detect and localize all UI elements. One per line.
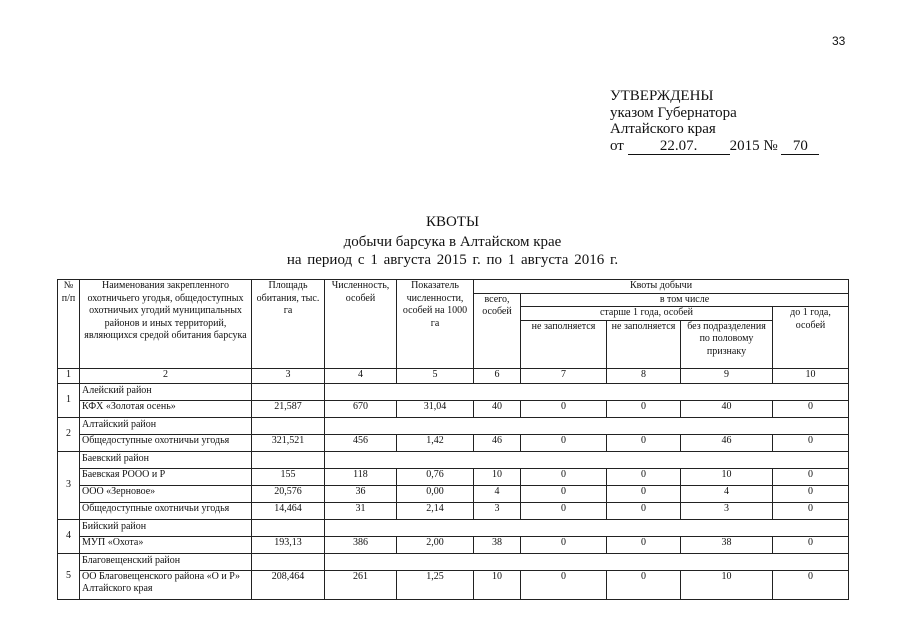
value-cell: 0 <box>773 434 849 451</box>
value-cell: 456 <box>325 434 397 451</box>
value-cell: 0 <box>521 536 607 553</box>
approval-number: 70 <box>781 139 819 155</box>
empty-cell <box>252 451 325 468</box>
hunting-ground-name: Общедоступные охотничьи угодья <box>80 434 252 451</box>
header-under-one: до 1 года, особей <box>773 307 849 369</box>
value-cell: 3 <box>474 502 521 519</box>
district-name: Бийский район <box>80 519 252 536</box>
empty-cell <box>252 519 325 536</box>
hunting-ground-name: ООО «Зерновое» <box>80 485 252 502</box>
value-cell: 0 <box>607 536 681 553</box>
hunting-ground-name: МУП «Охота» <box>80 536 252 553</box>
district-row <box>58 451 849 468</box>
district-row <box>58 417 849 434</box>
value-cell: 118 <box>325 468 397 485</box>
approval-year: 2015 № <box>729 137 778 154</box>
header-not-filled-2: не заполняется <box>607 320 681 368</box>
column-number-cell: 5 <box>397 368 474 383</box>
value-cell: 10 <box>681 570 773 599</box>
page-number: 33 <box>832 34 846 48</box>
value-cell: 0 <box>773 485 849 502</box>
value-cell: 0 <box>607 434 681 451</box>
column-number-cell: 7 <box>521 368 607 383</box>
approval-from-label: от <box>610 137 624 154</box>
hunting-ground-row <box>58 570 849 599</box>
value-cell: 0 <box>607 570 681 599</box>
value-cell: 4 <box>474 485 521 502</box>
hunting-ground-name: Общедоступные охотничьи угодья <box>80 502 252 519</box>
value-cell: 0 <box>521 570 607 599</box>
column-number-cell: 1 <box>58 368 80 383</box>
value-cell: 0 <box>521 502 607 519</box>
district-name: Алейский район <box>80 383 252 400</box>
value-cell: 0 <box>607 468 681 485</box>
approval-decree: указом Губернатора <box>610 104 737 121</box>
value-cell: 0 <box>607 400 681 417</box>
value-cell: 0 <box>521 400 607 417</box>
empty-cell <box>252 383 325 400</box>
empty-cell <box>325 383 849 400</box>
value-cell: 155 <box>252 468 325 485</box>
value-cell: 670 <box>325 400 397 417</box>
value-cell: 1,42 <box>397 434 474 451</box>
header-num: № п/п <box>58 280 80 369</box>
value-cell: 38 <box>474 536 521 553</box>
value-cell: 4 <box>681 485 773 502</box>
value-cell: 261 <box>325 570 397 599</box>
approval-date: 22.07. <box>628 139 730 155</box>
approval-region: Алтайского края <box>610 121 716 137</box>
header-row-1 <box>58 280 849 294</box>
district-num: 2 <box>58 417 80 451</box>
hunting-ground-name: КФХ «Золотая осень» <box>80 400 252 417</box>
district-name: Алтайский район <box>80 417 252 434</box>
empty-cell <box>252 553 325 570</box>
header-area: Площадь обитания, тыс. га <box>252 280 325 369</box>
hunting-ground-row <box>58 400 849 417</box>
column-number-cell: 4 <box>325 368 397 383</box>
column-number-cell: 3 <box>252 368 325 383</box>
approval-title: УТВЕРЖДЕНЫ <box>610 88 714 104</box>
value-cell: 10 <box>474 570 521 599</box>
value-cell: 36 <box>325 485 397 502</box>
hunting-ground-row <box>58 468 849 485</box>
value-cell: 193,13 <box>252 536 325 553</box>
value-cell: 40 <box>681 400 773 417</box>
document-period: на период с 1 августа 2015 г. по 1 августа 2016 г. <box>286 252 619 268</box>
value-cell: 40 <box>474 400 521 417</box>
district-name: Благовещенский район <box>80 553 252 570</box>
value-cell: 0 <box>521 434 607 451</box>
quota-table <box>57 279 849 600</box>
value-cell: 0 <box>521 485 607 502</box>
empty-cell <box>325 519 849 536</box>
value-cell: 2,14 <box>397 502 474 519</box>
document-title: КВОТЫ <box>425 214 480 230</box>
value-cell: 0 <box>773 468 849 485</box>
column-number-row <box>58 368 849 383</box>
value-cell: 0 <box>521 468 607 485</box>
value-cell: 10 <box>681 468 773 485</box>
value-cell: 208,464 <box>252 570 325 599</box>
value-cell: 14,464 <box>252 502 325 519</box>
value-cell: 20,576 <box>252 485 325 502</box>
value-cell: 0 <box>607 485 681 502</box>
header-including: в том числе <box>521 293 849 307</box>
header-count: Численность, особей <box>325 280 397 369</box>
empty-cell <box>325 553 849 570</box>
column-number-cell: 10 <box>773 368 849 383</box>
value-cell: 31 <box>325 502 397 519</box>
header-not-filled-1: не заполняется <box>521 320 607 368</box>
empty-cell <box>325 451 849 468</box>
district-num: 4 <box>58 519 80 553</box>
value-cell: 0 <box>773 536 849 553</box>
value-cell: 46 <box>474 434 521 451</box>
value-cell: 0 <box>773 400 849 417</box>
empty-cell <box>252 417 325 434</box>
header-name: Наименования закрепленного охотничьего угодья, общедоступных охотничьих угодий муниципальных районов и иных территорий, являющихся средой обитания барсука <box>80 280 252 369</box>
approval-block <box>610 88 819 155</box>
header-quota: Квоты добычи <box>474 280 849 294</box>
value-cell: 46 <box>681 434 773 451</box>
hunting-ground-row <box>58 434 849 451</box>
value-cell: 1,25 <box>397 570 474 599</box>
value-cell: 10 <box>474 468 521 485</box>
header-density: Показатель численности, особей на 1000 га <box>397 280 474 369</box>
value-cell: 321,521 <box>252 434 325 451</box>
district-num: 5 <box>58 553 80 599</box>
quota-table-body <box>58 280 849 600</box>
value-cell: 3 <box>681 502 773 519</box>
approval-date-line <box>610 138 819 155</box>
district-num: 3 <box>58 451 80 519</box>
value-cell: 2,00 <box>397 536 474 553</box>
district-row <box>58 519 849 536</box>
value-cell: 0 <box>607 502 681 519</box>
column-number-cell: 6 <box>474 368 521 383</box>
value-cell: 21,587 <box>252 400 325 417</box>
empty-cell <box>325 417 849 434</box>
district-row <box>58 383 849 400</box>
district-num: 1 <box>58 383 80 417</box>
document-subtitle: добычи барсука в Алтайском крае <box>343 234 562 250</box>
value-cell: 38 <box>681 536 773 553</box>
hunting-ground-row <box>58 485 849 502</box>
value-cell: 0,76 <box>397 468 474 485</box>
column-number-cell: 8 <box>607 368 681 383</box>
column-number-cell: 9 <box>681 368 773 383</box>
hunting-ground-row <box>58 502 849 519</box>
value-cell: 386 <box>325 536 397 553</box>
header-no-division: без подразделения по половому признаку <box>681 320 773 368</box>
district-name: Баевский район <box>80 451 252 468</box>
value-cell: 31,04 <box>397 400 474 417</box>
district-row <box>58 553 849 570</box>
hunting-ground-name: Баевская РООО и Р <box>80 468 252 485</box>
hunting-ground-name: ОО Благовещенского района «О и Р» Алтайского края <box>80 570 252 599</box>
header-total: всего, особей <box>474 293 521 368</box>
value-cell: 0 <box>773 502 849 519</box>
hunting-ground-row <box>58 536 849 553</box>
value-cell: 0 <box>773 570 849 599</box>
value-cell: 0,00 <box>397 485 474 502</box>
column-number-cell: 2 <box>80 368 252 383</box>
header-older: старше 1 года, особей <box>521 307 773 321</box>
